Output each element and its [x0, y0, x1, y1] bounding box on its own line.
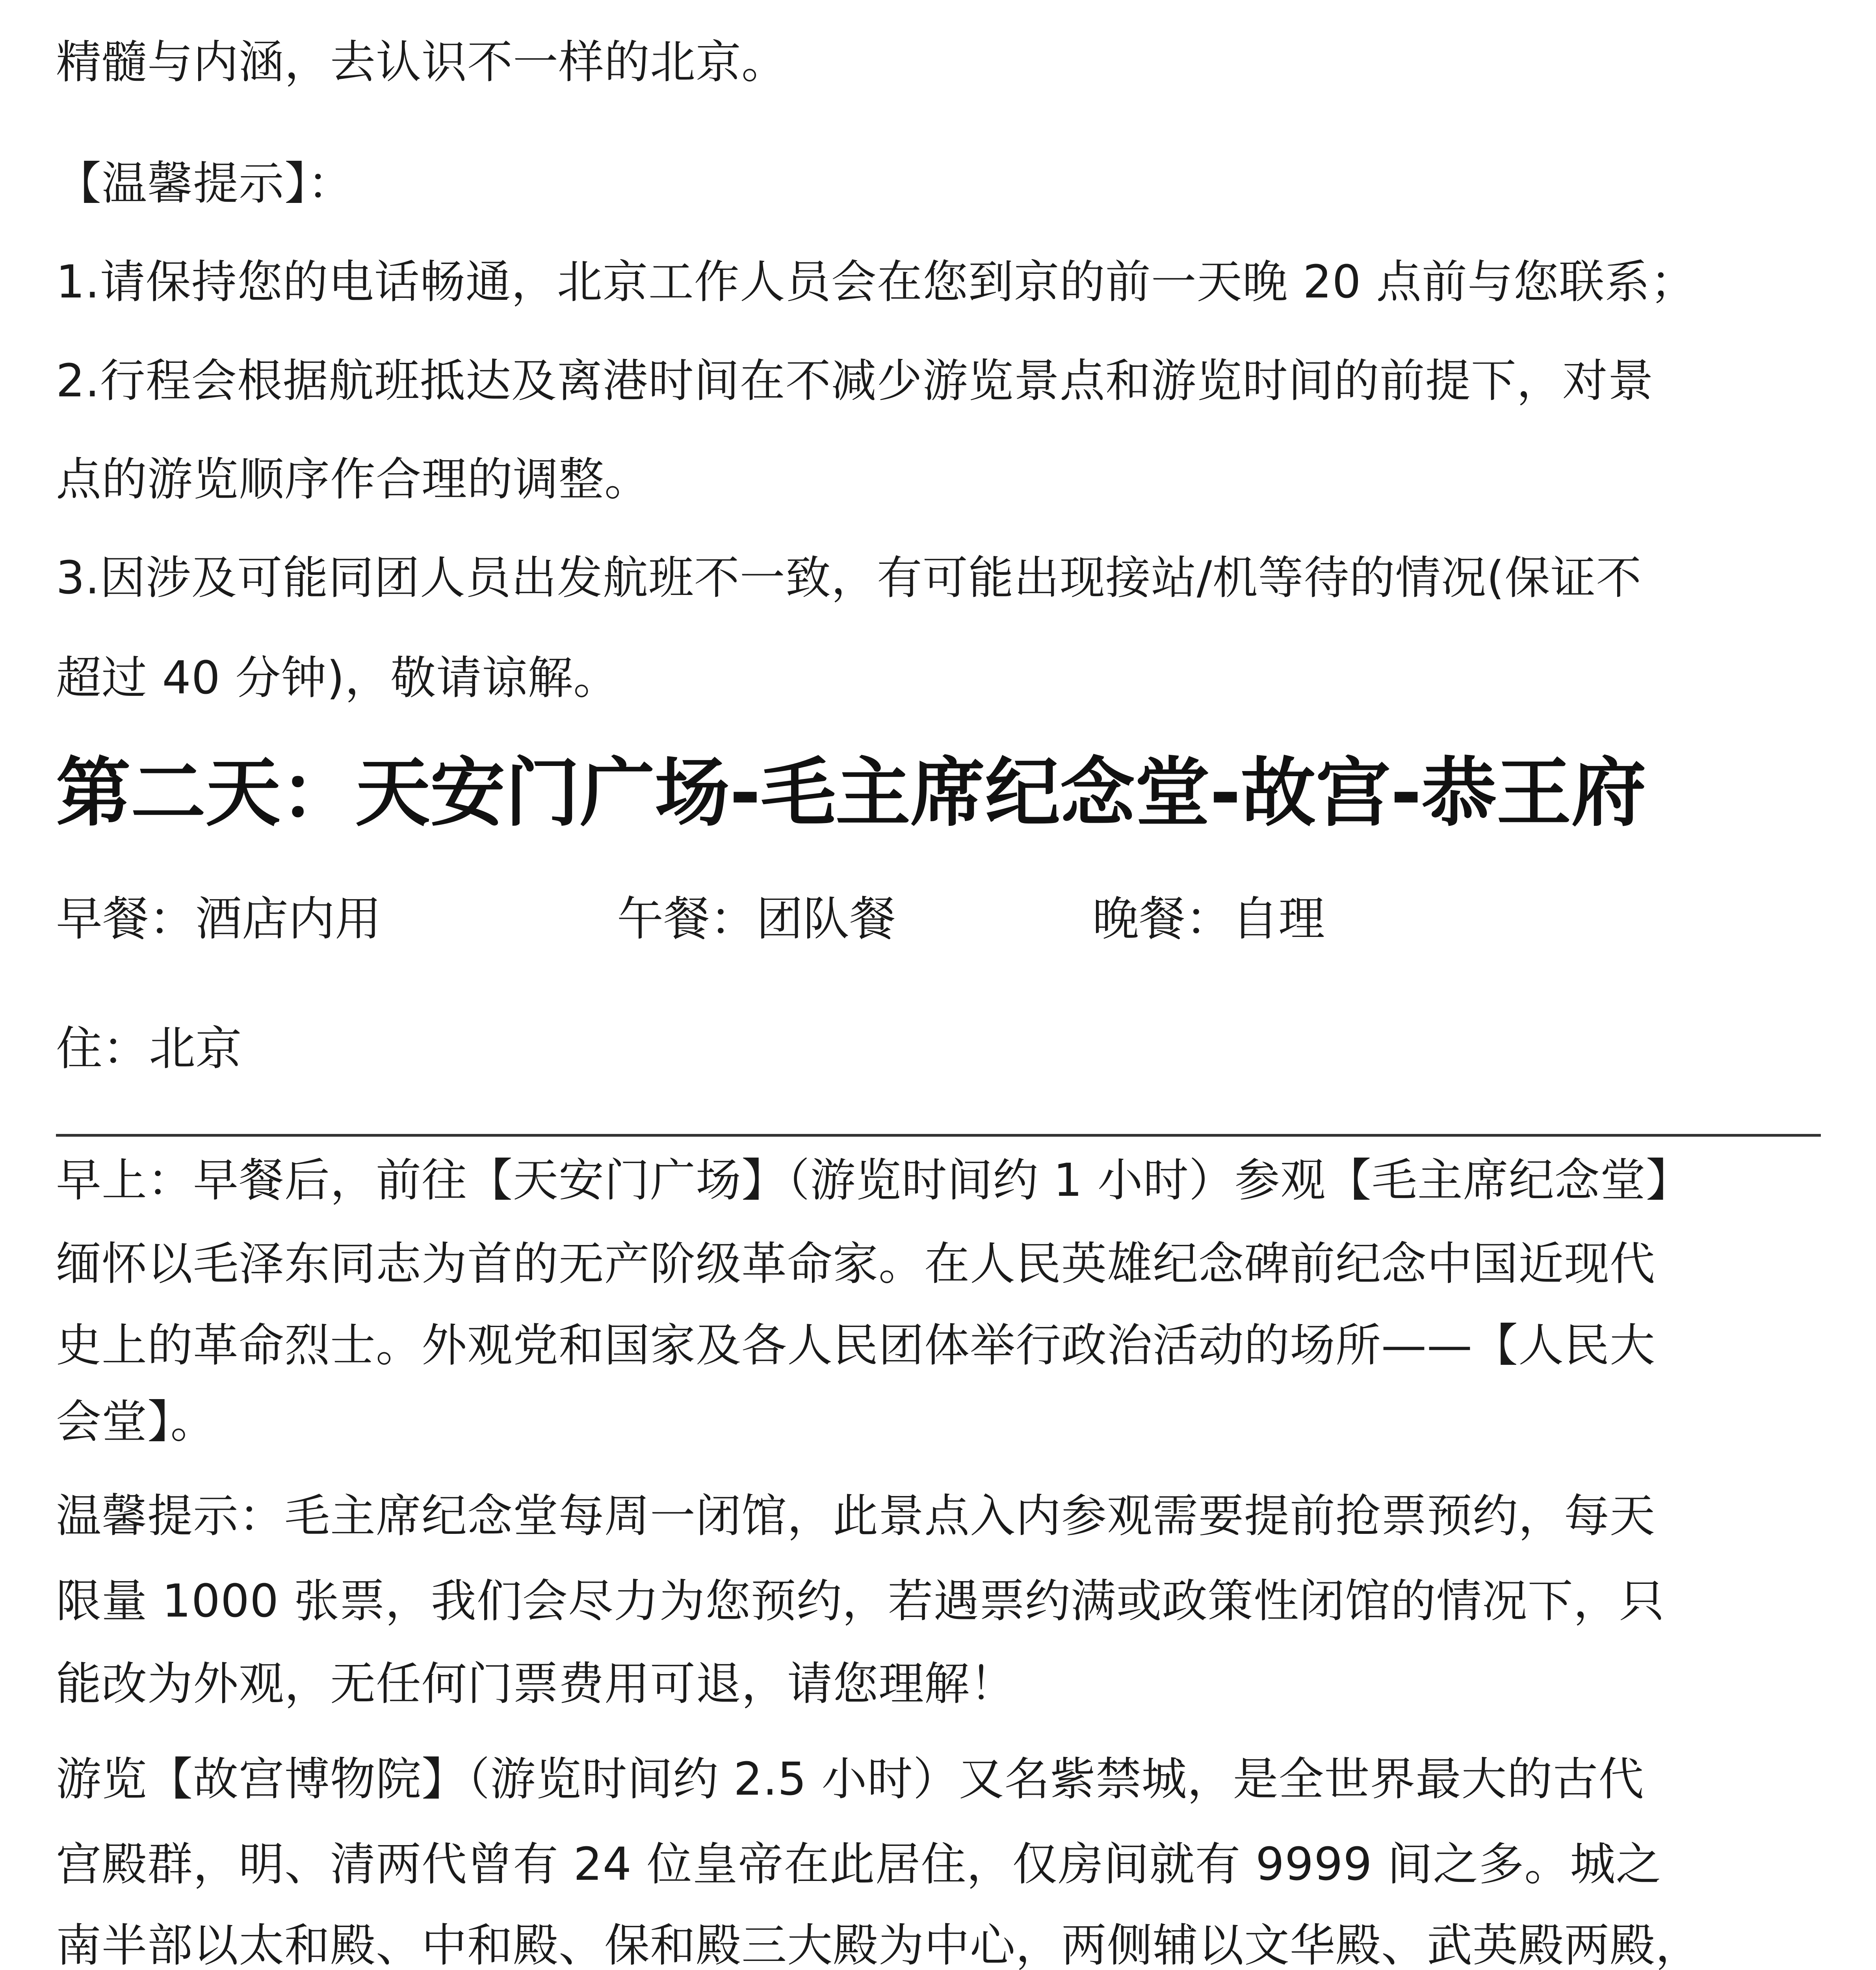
intro-line-1: 精髓与内涵，去认识不一样的北京。 — [56, 36, 788, 89]
tip-item-1: 1.请保持您的电话畅通，北京工作人员会在您到京的前一天晚 20 点前与您联系； — [56, 256, 1696, 309]
tip-item-3-line-1: 3.因涉及可能同团人员出发航班不一致，有可能出现接站/机等待的情况(保证不 — [56, 552, 1642, 604]
palace-line-3: 南半部以太和殿、中和殿、保和殿三大殿为中心，两侧辅以文华殿、武英殿两殿， — [56, 1919, 1701, 1970]
memorial-tip-line-1: 温馨提示：毛主席纪念堂每周一闭馆，此景点入内参观需要提前抢票预约，每天 — [56, 1490, 1656, 1543]
morning-line-1: 早上：早餐后，前往【天安门广场】（游览时间约 1 小时）参观【毛主席纪念堂】 — [56, 1154, 1692, 1207]
memorial-tip-line-2: 限量 1000 张票，我们会尽力为您预约，若遇票约满或政策性闭馆的情况下，只 — [56, 1575, 1665, 1628]
palace-line-1: 游览【故宫博物院】（游览时间约 2.5 小时）又名紫禁城，是全世界最大的古代 — [56, 1753, 1644, 1806]
lunch-info: 午餐：团队餐 — [617, 892, 896, 946]
day2-title: 第二天：天安门广场-毛主席纪念堂-故宫-恭王府 — [56, 749, 1646, 836]
morning-line-3: 史上的革命烈士。外观党和国家及各人民团体举行政治活动的场所——【人民大 — [56, 1319, 1656, 1372]
palace-line-2: 宫殿群，明、清两代曾有 24 位皇帝在此居住，仅房间就有 9999 间之多。城之 — [56, 1838, 1662, 1891]
morning-line-2: 缅怀以毛泽东同志为首的无产阶级革命家。在人民英雄纪念碑前纪念中国近现代 — [56, 1238, 1656, 1290]
memorial-tip-line-3: 能改为外观，无任何门票费用可退，请您理解！ — [56, 1658, 1016, 1710]
section-divider — [56, 1134, 1821, 1137]
breakfast-info: 早餐：酒店内用 — [56, 892, 382, 946]
morning-line-4: 会堂】。 — [56, 1396, 216, 1448]
tip-item-2-line-1: 2.行程会根据航班抵达及离港时间在不减少游览景点和游览时间的前提下，对景 — [56, 355, 1654, 407]
tips-heading: 【温馨提示】： — [56, 157, 353, 210]
tip-item-3-line-2: 超过 40 分钟)，敬请谅解。 — [56, 652, 619, 704]
tip-item-2-line-2: 点的游览顺序作合理的调整。 — [56, 453, 650, 506]
dinner-info: 晚餐：自理 — [1092, 892, 1325, 946]
stay-info: 住：北京 — [56, 1021, 242, 1076]
